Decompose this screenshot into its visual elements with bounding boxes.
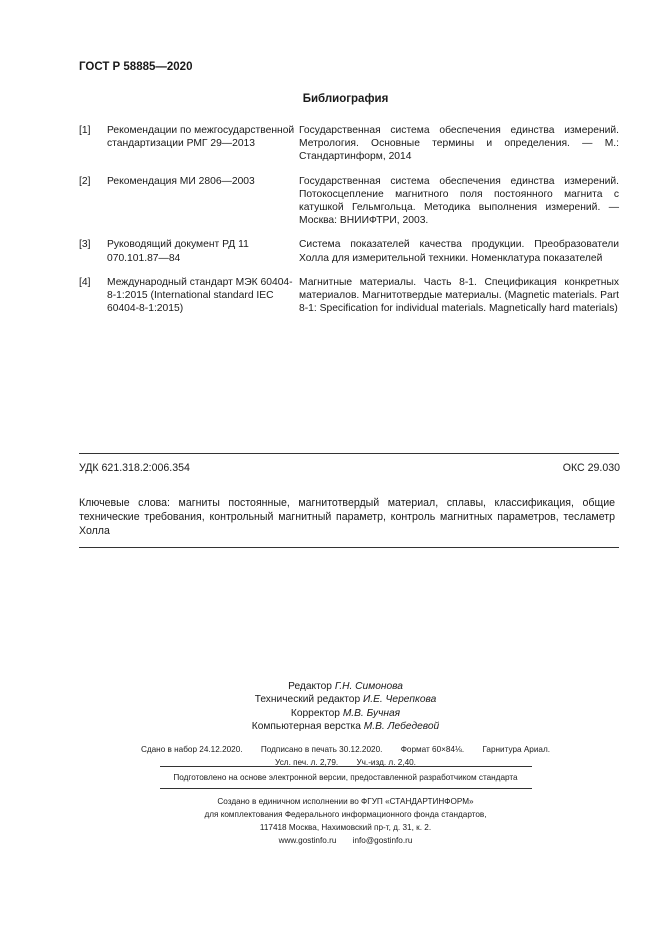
editor-name: Г.Н. Симонова xyxy=(334,681,403,692)
publisher-website[interactable]: www.gostinfo.ru xyxy=(278,836,337,845)
entry-source: Руководящий документ РД 11 070.101.87—84 xyxy=(107,239,249,264)
publisher-email[interactable]: info@gostinfo.ru xyxy=(352,836,413,845)
divider-print xyxy=(160,766,532,767)
font-name: Гарнитура Ариал. xyxy=(482,745,551,754)
entry-number: [3] xyxy=(79,239,91,251)
divider-bottom xyxy=(79,547,619,548)
bibliography-title: Библиография xyxy=(302,93,389,105)
publisher-line-2: для комплектования Федерального информационного фонда стандартов, xyxy=(204,810,487,819)
oks-code: ОКС 29.030 xyxy=(562,462,620,474)
entry-description: Государственная система обеспечения единства измерений. Потокосцепление магнитного поля постоянного магнита с катушкой Гельмгольца. Методика выполнения измерений. — Москва: ВНИИФТРИ, 2003. xyxy=(299,175,619,227)
corrector-name: М.В. Бучная xyxy=(342,707,401,719)
editor-line: Редактор Г.Н. Симонова xyxy=(288,681,403,692)
keywords: Ключевые слова: магниты постоянные, магнитотвердый материал, сплавы, классификация, общие технические требования, контрольный магнитный параметр, контроль магнитных параметров, тесламетр Холла xyxy=(79,497,615,537)
entry-source: Рекомендации по межгосударственной стандартизации РМГ 29—2013 xyxy=(107,125,295,150)
publisher-line-1: Создано в единичном исполнении во ФГУП «СТАНДАРТИНФОРМ» xyxy=(217,797,474,806)
entry-description: Государственная система обеспечения единства измерений. Метрология. Основные термины и определения. — М.: Стандартинформ, 2014 xyxy=(299,125,619,163)
document-code: ГОСТ Р 58885—2020 xyxy=(79,61,193,73)
entry-number: [2] xyxy=(79,175,91,187)
layout-name: М.В. Лебедевой xyxy=(363,721,440,733)
publisher-info xyxy=(0,795,661,847)
tech-editor-line: Технический редактор И.Е. Черепкова xyxy=(254,694,437,706)
staff-credits xyxy=(0,680,661,734)
udk-code: УДК 621.318.2:006.354 xyxy=(79,462,190,474)
bibliography-entry xyxy=(79,276,619,316)
tech-editor-name: И.Е. Черепкова xyxy=(362,694,437,706)
publisher-contacts xyxy=(30,834,661,847)
publisher-address: 117418 Москва, Нахимовский пр-т, д. 31, к. 2. xyxy=(259,823,432,832)
print-line-1 xyxy=(30,743,661,756)
entry-description: Система показателей качества продукции. Преобразователи Холла для измерительной техники. Номенклатура показателей xyxy=(299,239,619,264)
divider-top xyxy=(79,453,619,454)
paper-format: Формат 60×84⅛. xyxy=(400,745,465,754)
entry-number: [4] xyxy=(79,276,91,288)
entry-description: Магнитные материалы. Часть 8-1. Спецификация конкретных материалов. Магнитотвердые материалы. (Magnetic materials. Part 8-1: Specification for individual materials. Magnetically hard materials) xyxy=(299,276,619,315)
bibliography-list xyxy=(79,124,619,326)
entry-source: Международный стандарт МЭК 60404-8-1:2015 (International standard IEC 60404-8-1:2015) xyxy=(107,276,293,315)
bibliography-entry xyxy=(79,175,619,228)
print-line-2 xyxy=(30,756,661,769)
entry-source: Рекомендация МИ 2806—2003 xyxy=(107,175,255,187)
typeset-date: Сдано в набор 24.12.2020. xyxy=(140,745,243,754)
print-sheets: Усл. печ. л. 2,79. xyxy=(275,758,339,767)
layout-line: Компьютерная верстка М.В. Лебедевой xyxy=(251,721,440,733)
prepared-note: Подготовлено на основе электронной версии, предоставленной разработчиком стандарта xyxy=(173,773,518,782)
divider-prepared xyxy=(160,788,532,789)
bibliography-entry xyxy=(79,124,619,164)
entry-number: [1] xyxy=(79,125,91,136)
publisher-sheets: Уч.-изд. л. 2,40. xyxy=(356,758,416,767)
signed-date: Подписано в печать 30.12.2020. xyxy=(260,745,383,754)
corrector-line: Корректор М.В. Бучная xyxy=(290,707,401,719)
bibliography-entry xyxy=(79,238,619,264)
